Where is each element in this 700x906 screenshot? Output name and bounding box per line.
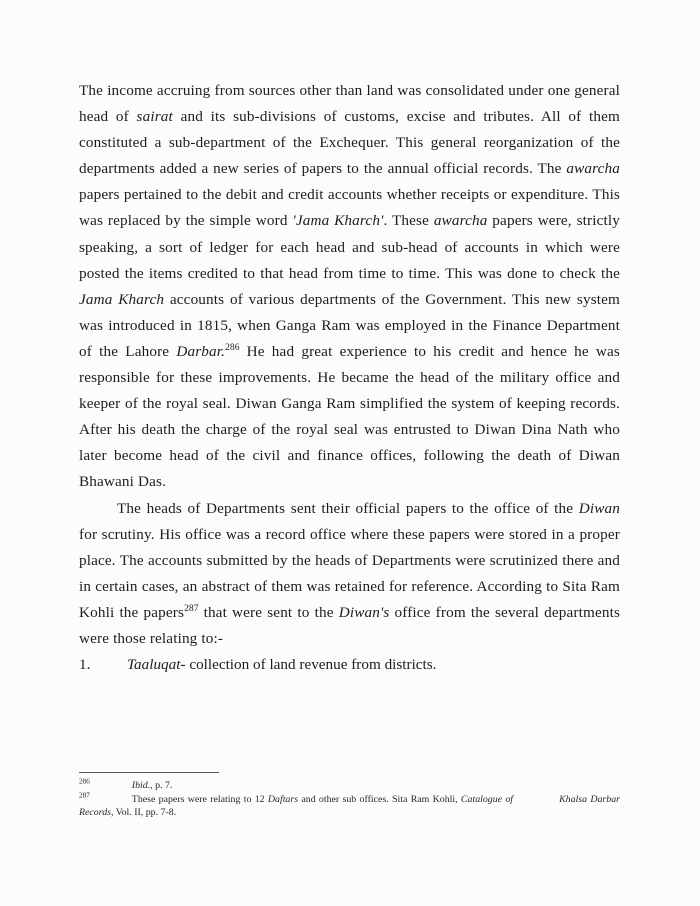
p1-italic-jama-kharch-quoted: 'Jama Kharch' bbox=[292, 212, 384, 230]
footnote-287-text-2: and other sub offices. Sita Ram Kohli, bbox=[298, 793, 461, 805]
p1-italic-darbar: Darbar. bbox=[176, 342, 226, 360]
list-item-number: 1. bbox=[79, 656, 91, 674]
p2-italic-diwan: Diwan bbox=[578, 499, 620, 517]
footnote-287-italic-title-part1: Catalogue of bbox=[460, 793, 514, 805]
footnote-287-italic-daftars: Daftars bbox=[267, 793, 299, 805]
p1-italic-awarcha-2: awarcha bbox=[433, 212, 488, 230]
p1-text-3: papers pertained to the debit and credit accounts whether receipts or expenditure. This was replaced by the simple word bbox=[79, 186, 620, 230]
p2-text-2: for scrutiny. His office was a record office where these papers were stored in a proper place. The accounts submitted by the heads of Departments were scrutinized there and in certain cases, an abstract of them was retained for reference. According to Sita Ram Kohli the papers bbox=[79, 525, 620, 621]
p2-text-1: The heads of Departments sent their official papers to the office of the bbox=[117, 499, 579, 517]
paragraph-1 bbox=[79, 78, 620, 496]
p1-text-7: He had great experience to his credit and hence he was responsible for these improvements. He became the head of the military office and keeper of the royal seal. Diwan Ganga Ram simplified the system of keeping records. After his death the charge of the royal seal was entrusted to Diwan Dina Nath who later become head of the civil and finance offices, following the death of Diwan Bhawani Das. bbox=[79, 342, 620, 491]
footnote-reference-286[interactable]: 286 bbox=[225, 341, 240, 353]
list-item-term: Taaluqat bbox=[127, 656, 181, 674]
p1-italic-jama-kharch: Jama Kharch bbox=[79, 290, 165, 308]
p1-text-6: accounts of various departments of the Government. This new system was introduced in 1815, when Ganga Ram was employed in the Finance Department of the Lahore bbox=[79, 290, 620, 360]
p2-text-4: office from the several departments were those relating to:- bbox=[79, 603, 621, 647]
p1-italic-sairat: sairat bbox=[136, 108, 173, 126]
footnote-287-text-1: These papers were relating to 12 bbox=[131, 793, 268, 805]
footnotes-section bbox=[79, 772, 620, 820]
p2-text-3: that were sent to the bbox=[198, 603, 339, 621]
footnote-286-text: , p. 7. bbox=[150, 780, 173, 791]
footnote-reference-287[interactable]: 287 bbox=[184, 602, 199, 614]
footnote-287-marker: 287 bbox=[79, 791, 90, 800]
page-body bbox=[79, 78, 620, 678]
footnote-287 bbox=[79, 793, 620, 820]
p1-text-2: and its sub-divisions of customs, excise and tributes. All of them constituted a sub-department of the Exchequer. This general reorganization of the departments added a new series of papers to the annual official records. The bbox=[79, 108, 620, 178]
footnote-287-text-3: , Vol. II, pp. 7-8. bbox=[111, 807, 177, 819]
p1-text-5: papers were, strictly speaking, a sort of ledger for each head and sub-head of accounts in which were posted the items credited to that head from time to time. This was done to check the bbox=[79, 212, 620, 282]
footnote-287-italic-title-part2: Khalsa Darbar Records bbox=[79, 793, 620, 819]
footnote-286-marker: 286 bbox=[79, 777, 90, 786]
p1-text-1: The income accruing from sources other than land was consolidated under one general head of bbox=[79, 82, 620, 126]
p2-italic-diwans: Diwan's bbox=[338, 603, 390, 621]
footnote-separator-rule bbox=[79, 772, 219, 773]
footnote-286-italic-ibid: Ibid. bbox=[131, 780, 151, 791]
list-item-text: - collection of land revenue from districts. bbox=[180, 656, 437, 674]
p1-text-4: . These bbox=[383, 212, 434, 230]
paragraph-2 bbox=[79, 496, 620, 653]
p1-italic-awarcha-1: awarcha bbox=[566, 160, 620, 178]
footnote-286 bbox=[79, 779, 620, 793]
list-item bbox=[79, 652, 620, 678]
